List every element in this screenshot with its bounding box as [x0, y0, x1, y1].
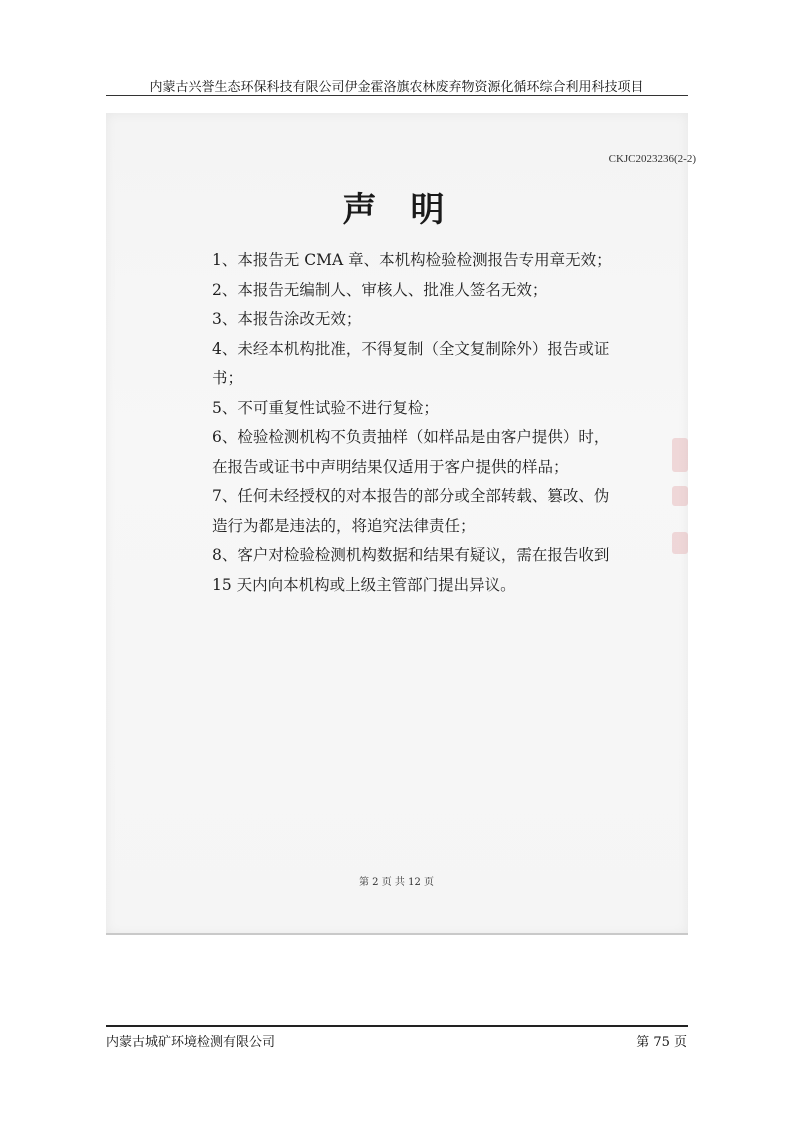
seal-fragment-middle [672, 486, 688, 506]
footer-rule [106, 1025, 688, 1027]
scan-bottom-edge [106, 933, 688, 935]
footer-page-number: 第 75 页 [636, 1035, 687, 1050]
statement-clauses [212, 246, 612, 600]
scan-page-count: 第 2 页 共 12 页 [359, 877, 434, 888]
clause-7: 7、任何未经授权的对本报告的部分或全部转载、篡改、伪造行为都是违法的，将追究法律责任； [212, 487, 610, 535]
clause-5: 5、不可重复性试验不进行复检； [212, 398, 439, 417]
seal-fragment-top [672, 438, 688, 472]
clause-8: 8、客户对检验检测机构数据和结果有疑议，需在报告收到 15 天内向本机构或上级主管部门提出异议。 [212, 546, 610, 594]
footer-company: 内蒙古城矿环境检测有限公司 [106, 1035, 276, 1050]
header-rule [106, 95, 688, 96]
clause-4: 4、未经本机构批准，不得复制（全文复制除外）报告或证书； [212, 339, 610, 387]
page-header: 内蒙古兴誉生态环保科技有限公司伊金霍洛旗农林废弃物资源化循环综合利用科技项目 [149, 80, 644, 95]
document-code: CKJC2023236(2-2) [608, 153, 696, 165]
seal-fragment-bottom [672, 532, 688, 554]
clause-3: 3、本报告涂改无效； [212, 310, 362, 328]
statement-title: 声明 [342, 190, 479, 230]
clause-6: 6、检验检测机构不负责抽样（如样品是由客户提供）时，在报告或证书中声明结果仅适用于客户提供的样品； [212, 428, 610, 476]
clause-1: 1、本报告无 CMA 章、本机构检验检测报告专用章无效； [212, 251, 612, 269]
clause-2: 2、本报告无编制人、审核人、批准人签名无效； [212, 280, 548, 299]
